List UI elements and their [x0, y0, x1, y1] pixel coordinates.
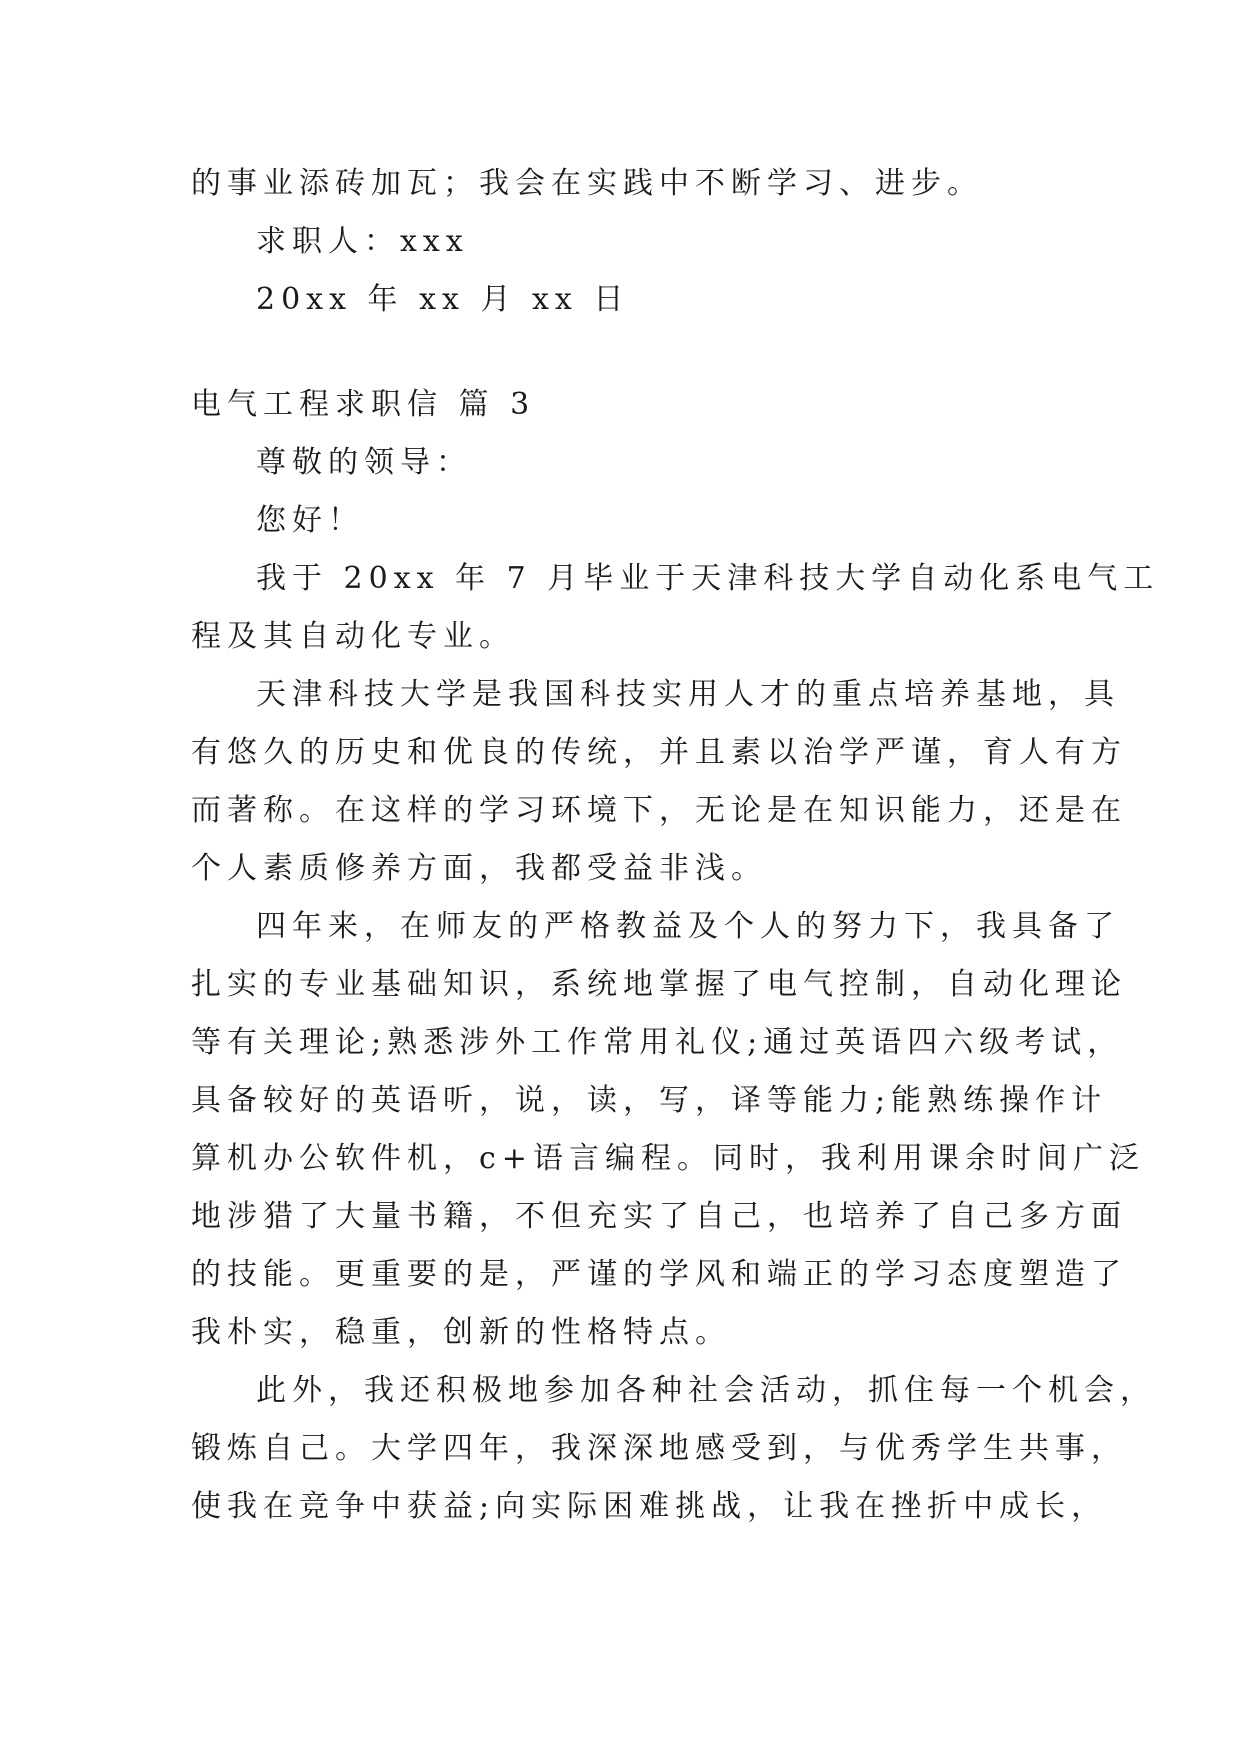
body-text-line: 的事业添砖加瓦；我会在实践中不断学习、进步。 [191, 166, 983, 201]
paragraph-line: 等有关理论;熟悉涉外工作常用礼仪;通过英语四六级考试， [191, 1025, 1124, 1060]
paragraph-line: 此外，我还积极地参加各种社会活动，抓住每一个机会， [256, 1373, 1156, 1408]
paragraph-line: 有悠久的历史和优良的传统，并且素以治学严谨，育人有方 [191, 735, 1127, 770]
paragraph-line: 具备较好的英语听，说，读，写，译等能力;能熟练操作计 [191, 1083, 1108, 1118]
signature-date: 20xx 年 xx 月 xx 日 [256, 282, 630, 317]
paragraph-line: 的技能。更重要的是，严谨的学风和端正的学习态度塑造了 [191, 1257, 1127, 1292]
paragraph-line: 使我在竞争中获益;向实际困难挑战，让我在挫折中成长， [191, 1489, 1108, 1524]
paragraph-line: 我朴实，稳重，创新的性格特点。 [191, 1315, 731, 1350]
section-title: 电气工程求职信 篇 3 [191, 387, 536, 422]
salutation: 尊敬的领导： [256, 445, 472, 480]
paragraph-line: 地涉猎了大量书籍，不但充实了自己，也培养了自己多方面 [191, 1199, 1127, 1234]
paragraph-line: 锻炼自己。大学四年，我深深地感受到，与优秀学生共事， [191, 1431, 1127, 1466]
paragraph-line: 算机办公软件机，c+语言编程。同时，我利用课余时间广泛 [191, 1141, 1145, 1176]
paragraph-line: 扎实的专业基础知识，系统地掌握了电气控制，自动化理论 [191, 967, 1127, 1002]
paragraph-line: 我于 20xx 年 7 月毕业于天津科技大学自动化系电气工 [256, 561, 1160, 596]
greeting: 您好！ [256, 503, 364, 538]
paragraph-line: 程及其自动化专业。 [191, 619, 515, 654]
paragraph-line: 而著称。在这样的学习环境下，无论是在知识能力，还是在 [191, 793, 1127, 828]
signature-applicant: 求职人：xxx [256, 224, 469, 259]
paragraph-line: 个人素质修养方面，我都受益非浅。 [191, 851, 767, 886]
paragraph-line: 天津科技大学是我国科技实用人才的重点培养基地，具 [256, 677, 1120, 712]
paragraph-line: 四年来，在师友的严格教益及个人的努力下，我具备了 [256, 909, 1120, 944]
